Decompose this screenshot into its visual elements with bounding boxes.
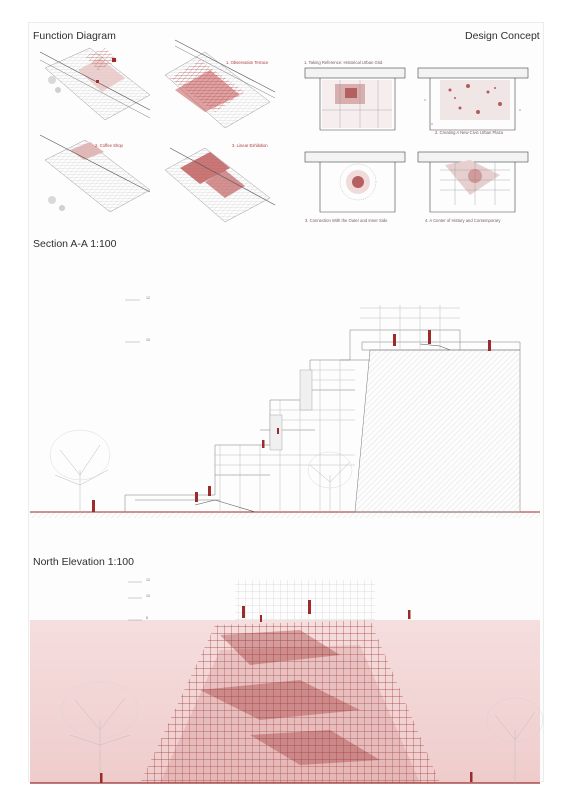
design-concept-drawings	[0, 0, 570, 240]
elevation-drawing	[0, 570, 570, 800]
concept-2	[418, 68, 528, 130]
elevation-level-10: 10	[146, 594, 150, 598]
function-diagram-heading: Function Diagram	[33, 30, 116, 42]
section-trees	[50, 430, 352, 512]
section-level-marks	[125, 300, 140, 342]
concept-4	[418, 152, 528, 212]
section-level-10: 10	[146, 338, 150, 342]
elevation-level-8: 8	[146, 616, 148, 620]
elevation-level-marks	[128, 582, 142, 620]
section-heading: Section A-A 1:100	[33, 238, 117, 250]
function-label-1: 1. Observation Terrace	[226, 60, 269, 65]
elevation-level-12: 12	[146, 578, 150, 582]
concept-label-4: 4. A Center of History and Contemporary	[425, 218, 501, 223]
concept-label-1: 1. Taking Reference: Historical Urban Grid	[304, 60, 383, 65]
concept-3	[305, 152, 405, 212]
section-level-12: 12	[146, 296, 150, 300]
concept-label-2: 2. Creating A New Civic Urban Plaza	[435, 130, 503, 135]
section-drawing	[0, 250, 570, 550]
function-label-2: 2. Coffee Shop	[95, 143, 123, 148]
concept-1	[305, 68, 405, 130]
design-concept-heading: Design Concept	[465, 30, 540, 42]
function-label-3: 3. Linear Exhibition	[232, 143, 268, 148]
concept-label-3: 3. Connection With the Outer and Inner Side	[305, 218, 388, 223]
elevation-heading: North Elevation 1:100	[33, 556, 134, 568]
